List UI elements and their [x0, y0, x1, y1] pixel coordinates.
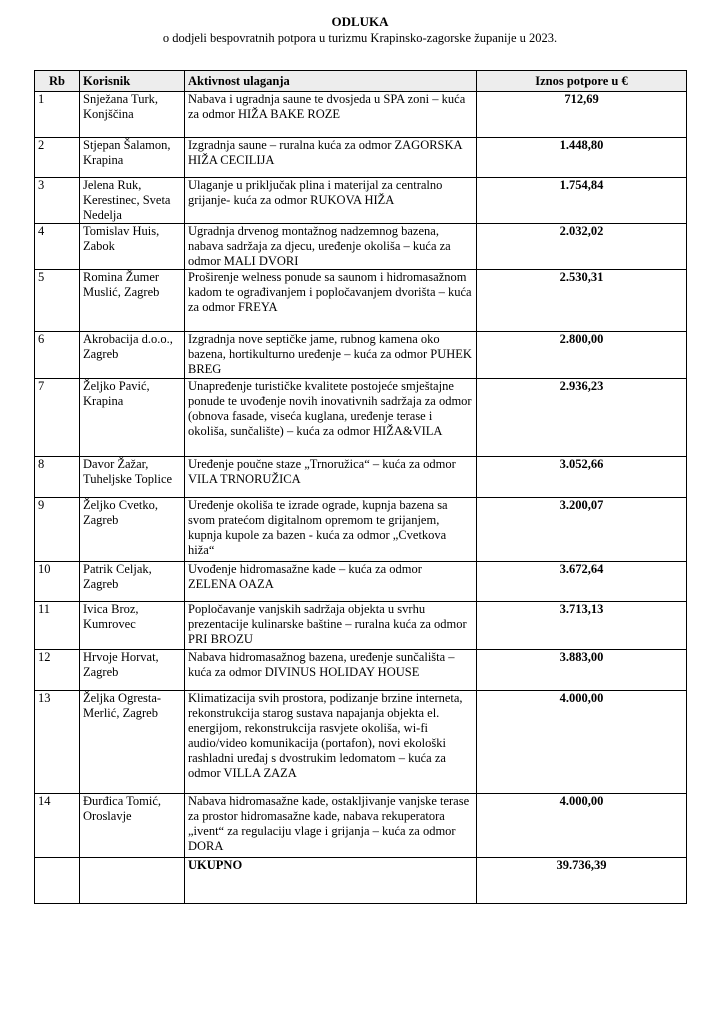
table-row [35, 457, 687, 498]
beneficiary-cell: Akrobacija d.o.o., Zagreb [80, 332, 185, 379]
column-header-aktivnost: Aktivnost ulaganja [185, 71, 477, 92]
table-row [35, 138, 687, 178]
table-row [35, 498, 687, 562]
row-number: 14 [35, 794, 80, 858]
beneficiary-cell: Ivica Broz, Kumrovec [80, 602, 185, 650]
amount-cell: 3.200,07 [477, 498, 687, 562]
activity-cell: Izgradnja saune – ruralna kuća za odmor ZAGORSKA HIŽA CECILIJA [185, 138, 477, 178]
amount-cell: 3.883,00 [477, 650, 687, 691]
amount-cell: 1.754,84 [477, 178, 687, 224]
activity-cell: Ugradnja drvenog montažnog nadzemnog bazena, nabava sadržaja za djecu, uređenje okoliša – kuća za odmor MALI DVORI [185, 224, 477, 270]
amount-cell: 712,69 [477, 92, 687, 138]
table-header-row [35, 71, 687, 92]
table-row [35, 379, 687, 457]
amount-cell: 3.052,66 [477, 457, 687, 498]
total-empty-cell [80, 858, 185, 904]
beneficiary-cell: Romina Žumer Muslić, Zagreb [80, 270, 185, 332]
table-row [35, 602, 687, 650]
column-header-rb: Rb [35, 71, 80, 92]
beneficiary-cell: Tomislav Huis, Zabok [80, 224, 185, 270]
document-subtitle: o dodjeli bespovratnih potpora u turizmu Krapinsko-zagorske županije u 2023. [162, 31, 558, 45]
total-row [35, 858, 687, 904]
amount-cell: 2.032,02 [477, 224, 687, 270]
total-amount: 39.736,39 [477, 858, 687, 904]
column-header-korisnik: Korisnik [80, 71, 185, 92]
table-row [35, 332, 687, 379]
amount-cell: 1.448,80 [477, 138, 687, 178]
row-number: 3 [35, 178, 80, 224]
beneficiary-cell: Željka Ogresta-Merlić, Zagreb [80, 691, 185, 794]
beneficiary-cell: Patrik Celjak, Zagreb [80, 562, 185, 602]
row-number: 9 [35, 498, 80, 562]
row-number: 13 [35, 691, 80, 794]
activity-cell: Uređenje okoliša te izrade ograde, kupnja bazena sa svom pratećom digitalnom opremom te grijanjem, kupnja kupole za bazen - kuća za odmor „Cvetkova hiža“ [185, 498, 477, 562]
row-number: 5 [35, 270, 80, 332]
activity-cell: Klimatizacija svih prostora, podizanje brzine interneta, rekonstrukcija starog sustava napajanja objekta el. energijom, rekonstrukcija rasvjete okoliša, wi-fi audio/video komunikacija (portafon), novi ekološki rashladni uređaj s dvostrukim ledomatom – kuća za odmor VILLA ZAZA [185, 691, 477, 794]
row-number: 1 [35, 92, 80, 138]
activity-cell: Ulaganje u priključak plina i materijal za centralno grijanje- kuća za odmor RUKOVA HIŽA [185, 178, 477, 224]
table-row [35, 650, 687, 691]
document-title: ODLUKA [331, 14, 389, 29]
table-row [35, 794, 687, 858]
amount-cell: 4.000,00 [477, 691, 687, 794]
table-row [35, 562, 687, 602]
beneficiary-cell: Đurđica Tomić, Oroslavje [80, 794, 185, 858]
activity-cell: Nabava i ugradnja saune te dvosjeda u SPA zoni – kuća za odmor HIŽA BAKE ROZE [185, 92, 477, 138]
beneficiary-cell: Snježana Turk, Konjščina [80, 92, 185, 138]
amount-cell: 4.000,00 [477, 794, 687, 858]
beneficiary-cell: Davor Žažar, Tuheljske Toplice [80, 457, 185, 498]
beneficiary-cell: Jelena Ruk, Kerestinec, Sveta Nedelja [80, 178, 185, 224]
beneficiary-cell: Hrvoje Horvat, Zagreb [80, 650, 185, 691]
table-row [35, 178, 687, 224]
row-number: 8 [35, 457, 80, 498]
activity-cell: Izgradnja nove septičke jame, rubnog kamena oko bazena, hortikulturno uređenje – kuća za odmor PUHEK BREG [185, 332, 477, 379]
row-number: 11 [35, 602, 80, 650]
table-row [35, 691, 687, 794]
grants-table [34, 70, 687, 904]
table-row [35, 92, 687, 138]
row-number: 7 [35, 379, 80, 457]
activity-cell: Unapređenje turističke kvalitete postojeće smještajne ponude te uvođenje novih inovativnih sadržaja za odmor (obnova fasade, viseća kuglana, uređenje terase i okoliša, sunčalište) – kuća za odmor HIŽA&VILA [185, 379, 477, 457]
row-number: 12 [35, 650, 80, 691]
activity-cell: Proširenje welness ponude sa saunom i hidromasažnom kadom te ograđivanjem i popločavanjem dvorišta – kuća za odmor FREYA [185, 270, 477, 332]
activity-cell: Uvođenje hidromasažne kade – kuća za odmor ZELENA OAZA [185, 562, 477, 602]
row-number: 2 [35, 138, 80, 178]
amount-cell: 2.936,23 [477, 379, 687, 457]
amount-cell: 3.672,64 [477, 562, 687, 602]
row-number: 6 [35, 332, 80, 379]
amount-cell: 2.800,00 [477, 332, 687, 379]
total-empty-cell [35, 858, 80, 904]
table-body [35, 92, 687, 858]
activity-cell: Nabava hidromasažnog bazena, uređenje sunčališta – kuća za odmor DIVINUS HOLIDAY HOUSE [185, 650, 477, 691]
row-number: 10 [35, 562, 80, 602]
amount-cell: 2.530,31 [477, 270, 687, 332]
column-header-iznos: Iznos potpore u € [477, 71, 687, 92]
table-row [35, 270, 687, 332]
beneficiary-cell: Stjepan Šalamon, Krapina [80, 138, 185, 178]
total-label: UKUPNO [185, 858, 477, 904]
row-number: 4 [35, 224, 80, 270]
activity-cell: Uređenje poučne staze „Trnoružica“ – kuća za odmor VILA TRNORUŽICA [185, 457, 477, 498]
activity-cell: Nabava hidromasažne kade, ostakljivanje vanjske terase za prostor hidromasažne kade, nabava rekuperatora „ivent“ za regulaciju vlage i grijanja – kuća za odmor DORA [185, 794, 477, 858]
table-row [35, 224, 687, 270]
beneficiary-cell: Željko Cvetko, Zagreb [80, 498, 185, 562]
beneficiary-cell: Željko Pavić, Krapina [80, 379, 185, 457]
activity-cell: Popločavanje vanjskih sadržaja objekta u svrhu prezentacije kulinarske baštine – ruralna kuća za odmor PRI BROZU [185, 602, 477, 650]
amount-cell: 3.713,13 [477, 602, 687, 650]
